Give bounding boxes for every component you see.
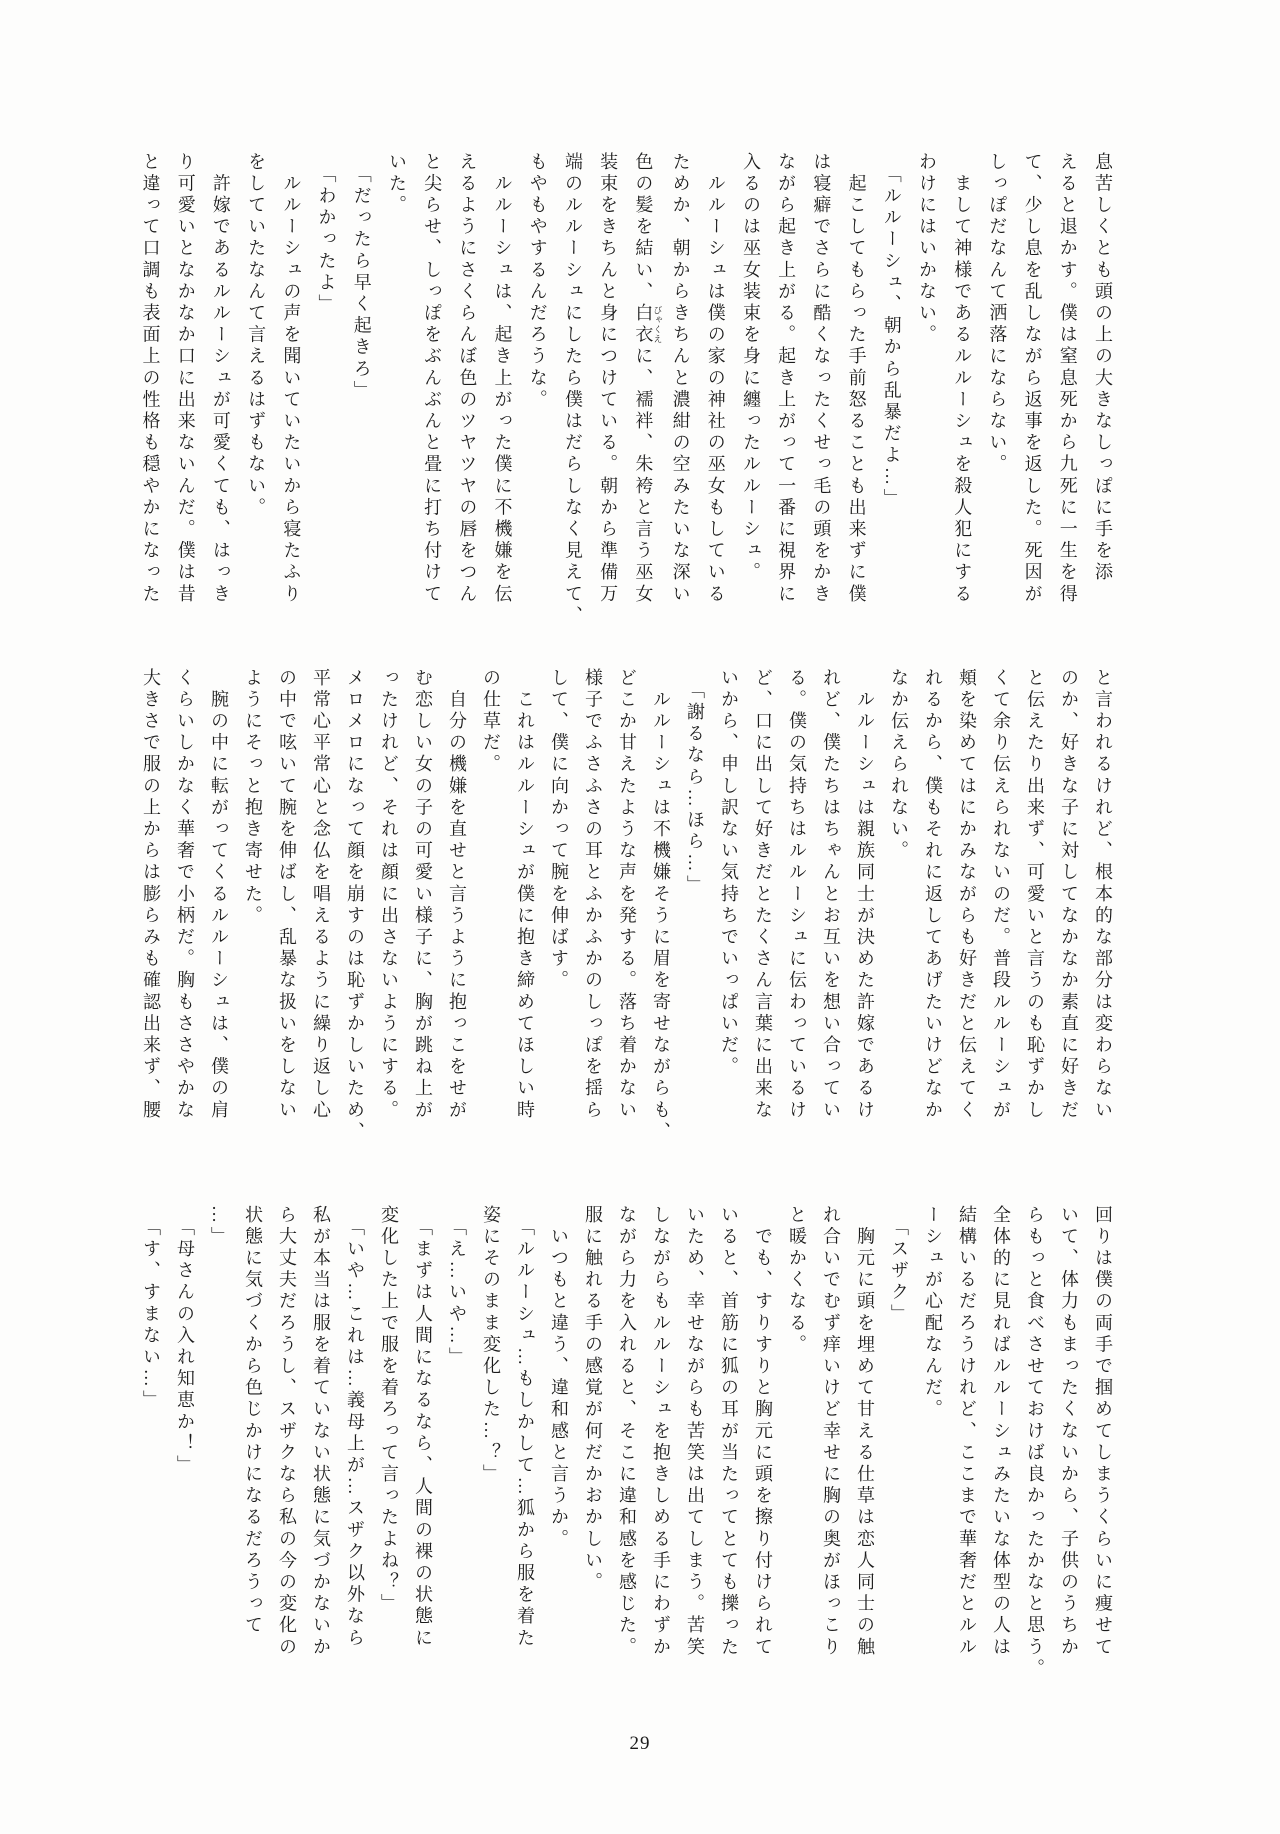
text-line: ーシュが心配なんだ。: [923, 1205, 943, 1421]
text-line: の仕草だ。: [481, 668, 501, 776]
text-line: でも、すりすりと胸元に頭を擦り付けられて: [753, 1205, 773, 1659]
text-line: と尖らせ、しっぽをぶんぶんと畳に打ち付けて: [422, 152, 443, 606]
text-line: いつもと違う、違和感と言うか。: [549, 1205, 569, 1551]
text-line: えると退かす。僕は窒息死から九死に一生を得: [1057, 152, 1078, 606]
text-line: くて余り伝えられないのだ。普段ルルーシュが: [991, 668, 1011, 1122]
text-line: 「母さんの入れ知恵か！」: [175, 1205, 195, 1477]
text-line: 入るのは巫女装束を身に纏ったルルーシュ。: [740, 152, 761, 584]
text-line: 息苦しくとも頭の上の大きなしっぽに手を添: [1093, 152, 1113, 584]
text-line: 回りは僕の両手で掴めてしまうくらいに痩せて: [1093, 1205, 1113, 1659]
text-line: わけにはいかない。: [916, 152, 937, 347]
text-line: 腕の中に転がってくるルルーシュは、僕の肩: [209, 668, 229, 1122]
text-line: ど、口に出して好きだとたくさん言葉に出来な: [753, 668, 773, 1122]
text-line: 色の髪を結い、白衣 びゃくえに、襦袢、朱袴と言う巫女: [633, 152, 663, 606]
text-line: 大きさで服の上からは膨らみも確認出来ず、腰: [141, 668, 161, 1122]
text-line: む恋しい女の子の可愛い様子に、胸が跳ね上が: [413, 668, 433, 1122]
text-line: しながらもルルーシュを抱きしめる手にわずか: [651, 1205, 671, 1659]
text-line: 状態に気づくから色じかけになるだろうって: [243, 1205, 263, 1637]
text-line: 平常心平常心と念仏を唱えるように繰り返し心: [311, 668, 331, 1122]
text-line: メロメロになって顔を崩すのは恥ずかしいため、: [345, 668, 365, 1144]
text-line: いため、幸せながらも苦笑は出てしまう。苦笑: [685, 1205, 705, 1659]
text-line: …」: [209, 1205, 229, 1249]
text-line: をしていたなんて言えるはずもない。: [246, 152, 267, 520]
text-line: ルルーシュの声を聞いていたいから寝たふり: [281, 152, 302, 606]
text-line: 結構いるだろうけれど、ここまで華奢だとルル: [957, 1205, 977, 1659]
text-line: えるようにさくらんぼ色のツヤツヤの唇をつん: [457, 152, 478, 606]
text-line: 「スザク」: [889, 1205, 909, 1326]
page-number: 29: [629, 1733, 651, 1754]
text-line: 「ルルーシュ、朝から乱暴だよ…」: [881, 152, 902, 511]
text-line: る。僕の気持ちはルルーシュに伝わっているけ: [787, 668, 807, 1122]
text-line: ようにそっと抱き寄せた。: [243, 668, 263, 928]
text-line: 様子でふさふさの耳とふかふかのしっぽを揺ら: [583, 668, 603, 1122]
text-line: 端のルルーシュにしたら僕はだらしなく見えて、: [562, 152, 583, 628]
text-line: 「ルルーシュ…もしかして…狐から服を着た: [515, 1205, 535, 1650]
text-line: ったけれど、それは顔に出さないようにする。: [379, 668, 399, 1122]
text-line: 姿にそのまま変化した…？」: [481, 1205, 501, 1486]
text-line: れ合いでむず痒いけど幸せに胸の奥がほっこり: [821, 1205, 841, 1659]
text-line: のか、好きな子に対してなかなか素直に好きだ: [1059, 668, 1079, 1122]
text-line: 「まずは人間になるなら、人間の裸の状態に: [413, 1205, 433, 1650]
text-line: いから、申し訳ない気持ちでいっぱいだ。: [719, 668, 739, 1079]
text-band-bottom: [134, 1205, 1120, 1705]
text-line: いた。: [386, 152, 407, 217]
text-line: 全体的に見ればルルーシュみたいな体型の人は: [991, 1205, 1011, 1659]
text-line: ながら力を入れると、そこに違和感を感じた。: [617, 1205, 637, 1659]
text-line: どこか甘えたような声を発する。落ち着かない: [617, 668, 637, 1122]
text-line: 装束をきちんと身につけている。朝から準備万: [598, 152, 619, 606]
text-line: れるから、僕もそれに返してあげたいけどなか: [923, 668, 943, 1122]
text-line: 「わかったよ」: [316, 152, 337, 316]
text-line: ためか、朝からきちんと濃紺の空みたいな深い: [670, 152, 691, 606]
text-line: いて、体力もまったくないから、子供のうちか: [1059, 1205, 1079, 1659]
text-line: 私が本当は服を着ていない状態に気づかないか: [311, 1205, 331, 1659]
text-line: 許嫁であるルルーシュが可愛くても、はっき: [210, 152, 231, 606]
text-line: ながら起き上がる。起き上がって一番に視界に: [776, 152, 797, 606]
text-line: ルルーシュは親族同士が決めた許嫁であるけ: [855, 668, 875, 1122]
text-band-middle: [134, 668, 1120, 1168]
text-line: と言われるけれど、根本的な部分は変わらない: [1093, 668, 1113, 1122]
text-line: ルルーシュは、起き上がった僕に不機嫌を伝: [492, 152, 513, 606]
text-line: らもっと食べさせておけば良かったかなと思う。: [1025, 1205, 1045, 1681]
text-line: 「す、すまない…」: [141, 1205, 161, 1412]
text-line: ルルーシュは僕の家の神社の巫女もしている: [705, 152, 726, 606]
text-line: 「いや…これは…義母上が…スザク以外なら: [345, 1205, 365, 1650]
text-line: して、僕に向かって腕を伸ばす。: [549, 668, 569, 992]
text-line: の中で呟いて腕を伸ばし、乱暴な扱いをしない: [277, 668, 297, 1122]
text-line: 頬を染めてはにかみながらも好きだと伝えてく: [957, 668, 977, 1122]
text-line: と違って口調も表面上の性格も穏やかになった: [140, 152, 161, 606]
text-line: と暖かくなる。: [787, 1205, 807, 1357]
text-line: は寝癖でさらに酷くなったくせっ毛の頭をかき: [811, 152, 832, 606]
text-line: なか伝えられない。: [889, 668, 909, 863]
text-line: もやもやするんだろうな。: [527, 152, 548, 412]
text-line: て、少し息を乱しながら返事を返した。死因が: [1022, 152, 1043, 606]
text-line: まして神様であるルルーシュを殺人犯にする: [952, 152, 973, 606]
text-band-top: [132, 152, 1120, 652]
text-line: 服に触れる手の感覚が何だかおかしい。: [583, 1205, 603, 1594]
text-line: 「だったら早く起きろ」: [351, 152, 372, 403]
furigana-ruby: 白衣 びゃくえ: [633, 303, 663, 347]
text-line: 胸元に頭を埋めて甘える仕草は恋人同士の触: [855, 1205, 875, 1659]
text-line: いると、首筋に狐の耳が当たってとても擽った: [719, 1205, 739, 1659]
text-line: 自分の機嫌を直せと言うように抱っこをせが: [447, 668, 467, 1122]
text-line: れど、僕たちはちゃんとお互いを想い合ってい: [821, 668, 841, 1122]
text-line: これはルルーシュが僕に抱き締めてほしい時: [515, 668, 535, 1122]
text-line: 変化した上で服を着ろって言ったよね？」: [379, 1205, 399, 1616]
text-line: と伝えたり出来ず、可愛いと言うのも恥ずかし: [1025, 668, 1045, 1122]
text-line: ルルーシュは不機嫌そうに眉を寄せながらも、: [651, 668, 671, 1144]
text-line: ら大丈夫だろうし、スザクなら私の今の変化の: [277, 1205, 297, 1659]
text-line: り可愛いとなかなか口に出来ないんだ。僕は昔: [175, 152, 196, 606]
text-line: 「え…いや…」: [447, 1205, 467, 1369]
text-line: くらいしかなく華奢で小柄だ。胸もささやかな: [175, 668, 195, 1122]
text-line: 起こしてもらった手前怒ることも出来ずに僕: [846, 152, 867, 606]
text-line: しっぽだなんて洒落にならない。: [987, 152, 1008, 476]
text-line: 「謝るなら…ほら…」: [685, 668, 705, 897]
